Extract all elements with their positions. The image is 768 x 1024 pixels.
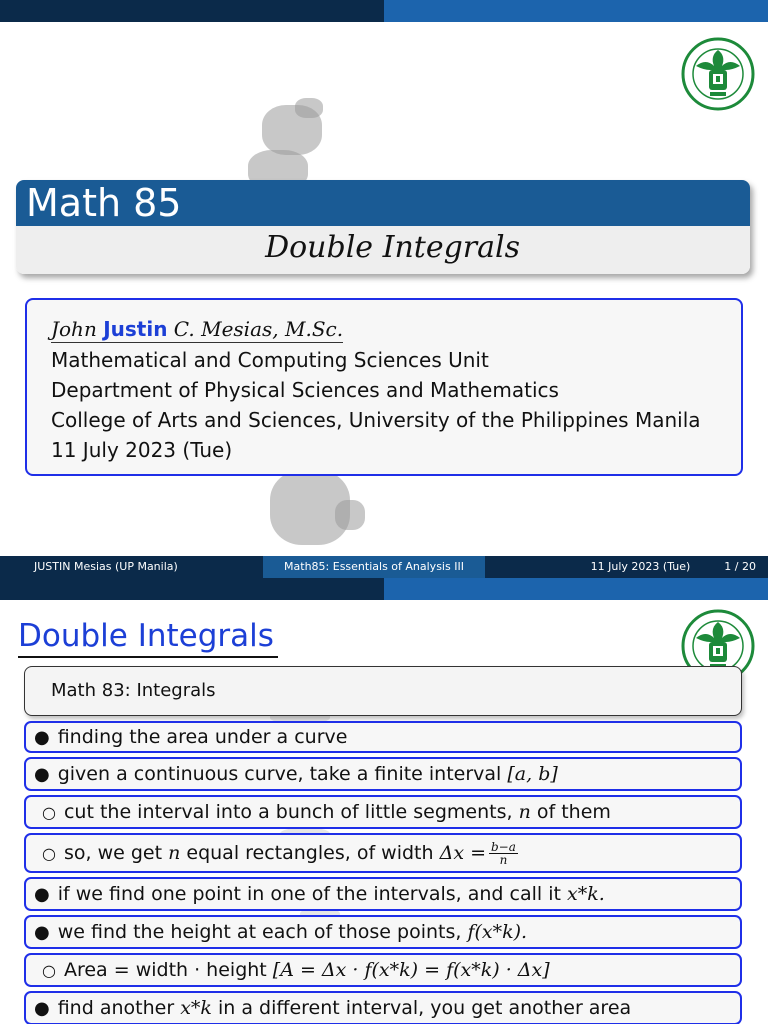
list-item: ○ cut the interval into a bunch of little segments, n of them: [24, 795, 742, 829]
slide-subtitle: Double Integrals: [16, 226, 750, 274]
section-header: Math 83: Integrals: [24, 666, 742, 716]
title-block: [16, 180, 750, 274]
hollow-circle-bullet-icon: ○: [42, 843, 56, 863]
author-name: John Justin C. Mesias, M.Sc.: [51, 317, 344, 341]
fraction: $\frac{b-a}{n}$: [491, 839, 516, 867]
affiliation-unit: Mathematical and Computing Sciences Unit: [51, 348, 489, 372]
list-item: ● given a continuous curve, take a finite interval [a, b]: [24, 757, 742, 791]
hollow-circle-bullet-icon: ○: [42, 802, 56, 822]
content-slide: [0, 578, 768, 1024]
footer-bar: [0, 556, 768, 578]
presentation-date: 11 July 2023 (Tue): [51, 438, 233, 462]
list-item: ● if we find one point in one of the intervals, and call it x*k.: [24, 877, 742, 911]
footer-page-number: 1 / 20: [724, 560, 756, 573]
up-seal-icon: [680, 36, 756, 112]
list-item: ○ Area = width · height [A = Δx · f(x*k) = f(x*k) · Δx]: [24, 953, 742, 987]
slide-title: Double Integrals: [18, 616, 278, 658]
affiliation-department: Department of Physical Sciences and Mathematics: [51, 378, 559, 402]
bullet-icon: ●: [34, 763, 50, 785]
hollow-circle-bullet-icon: ○: [42, 960, 56, 980]
list-item: ● finding the area under a curve: [24, 721, 742, 753]
footer-author: JUSTIN Mesias (UP Manila): [0, 556, 263, 578]
list-item: ● find another x*k in a different interval, you get another area: [24, 991, 742, 1024]
author-highlight: Justin: [103, 317, 168, 341]
affiliation-college: College of Arts and Sciences, University of the Philippines Manila: [51, 408, 701, 432]
author-info-box: [25, 298, 743, 476]
bullet-icon: ●: [34, 997, 50, 1019]
bullet-icon: ●: [34, 726, 50, 748]
slide-title: Math 85: [16, 180, 750, 226]
footer-date: 11 July 2023 (Tue): [590, 560, 691, 573]
bullet-icon: ●: [34, 883, 50, 905]
list-item: ● we find the height at each of those points, f(x*k).: [24, 915, 742, 949]
top-header-bar: [0, 0, 768, 22]
top-header-bar: [0, 578, 768, 600]
footer-course: Math85: Essentials of Analysis III: [263, 556, 485, 578]
list-item: ○ so, we get n equal rectangles, of width Δx = $\frac{b-a}{n}$: [24, 833, 742, 873]
bullet-icon: ●: [34, 921, 50, 943]
